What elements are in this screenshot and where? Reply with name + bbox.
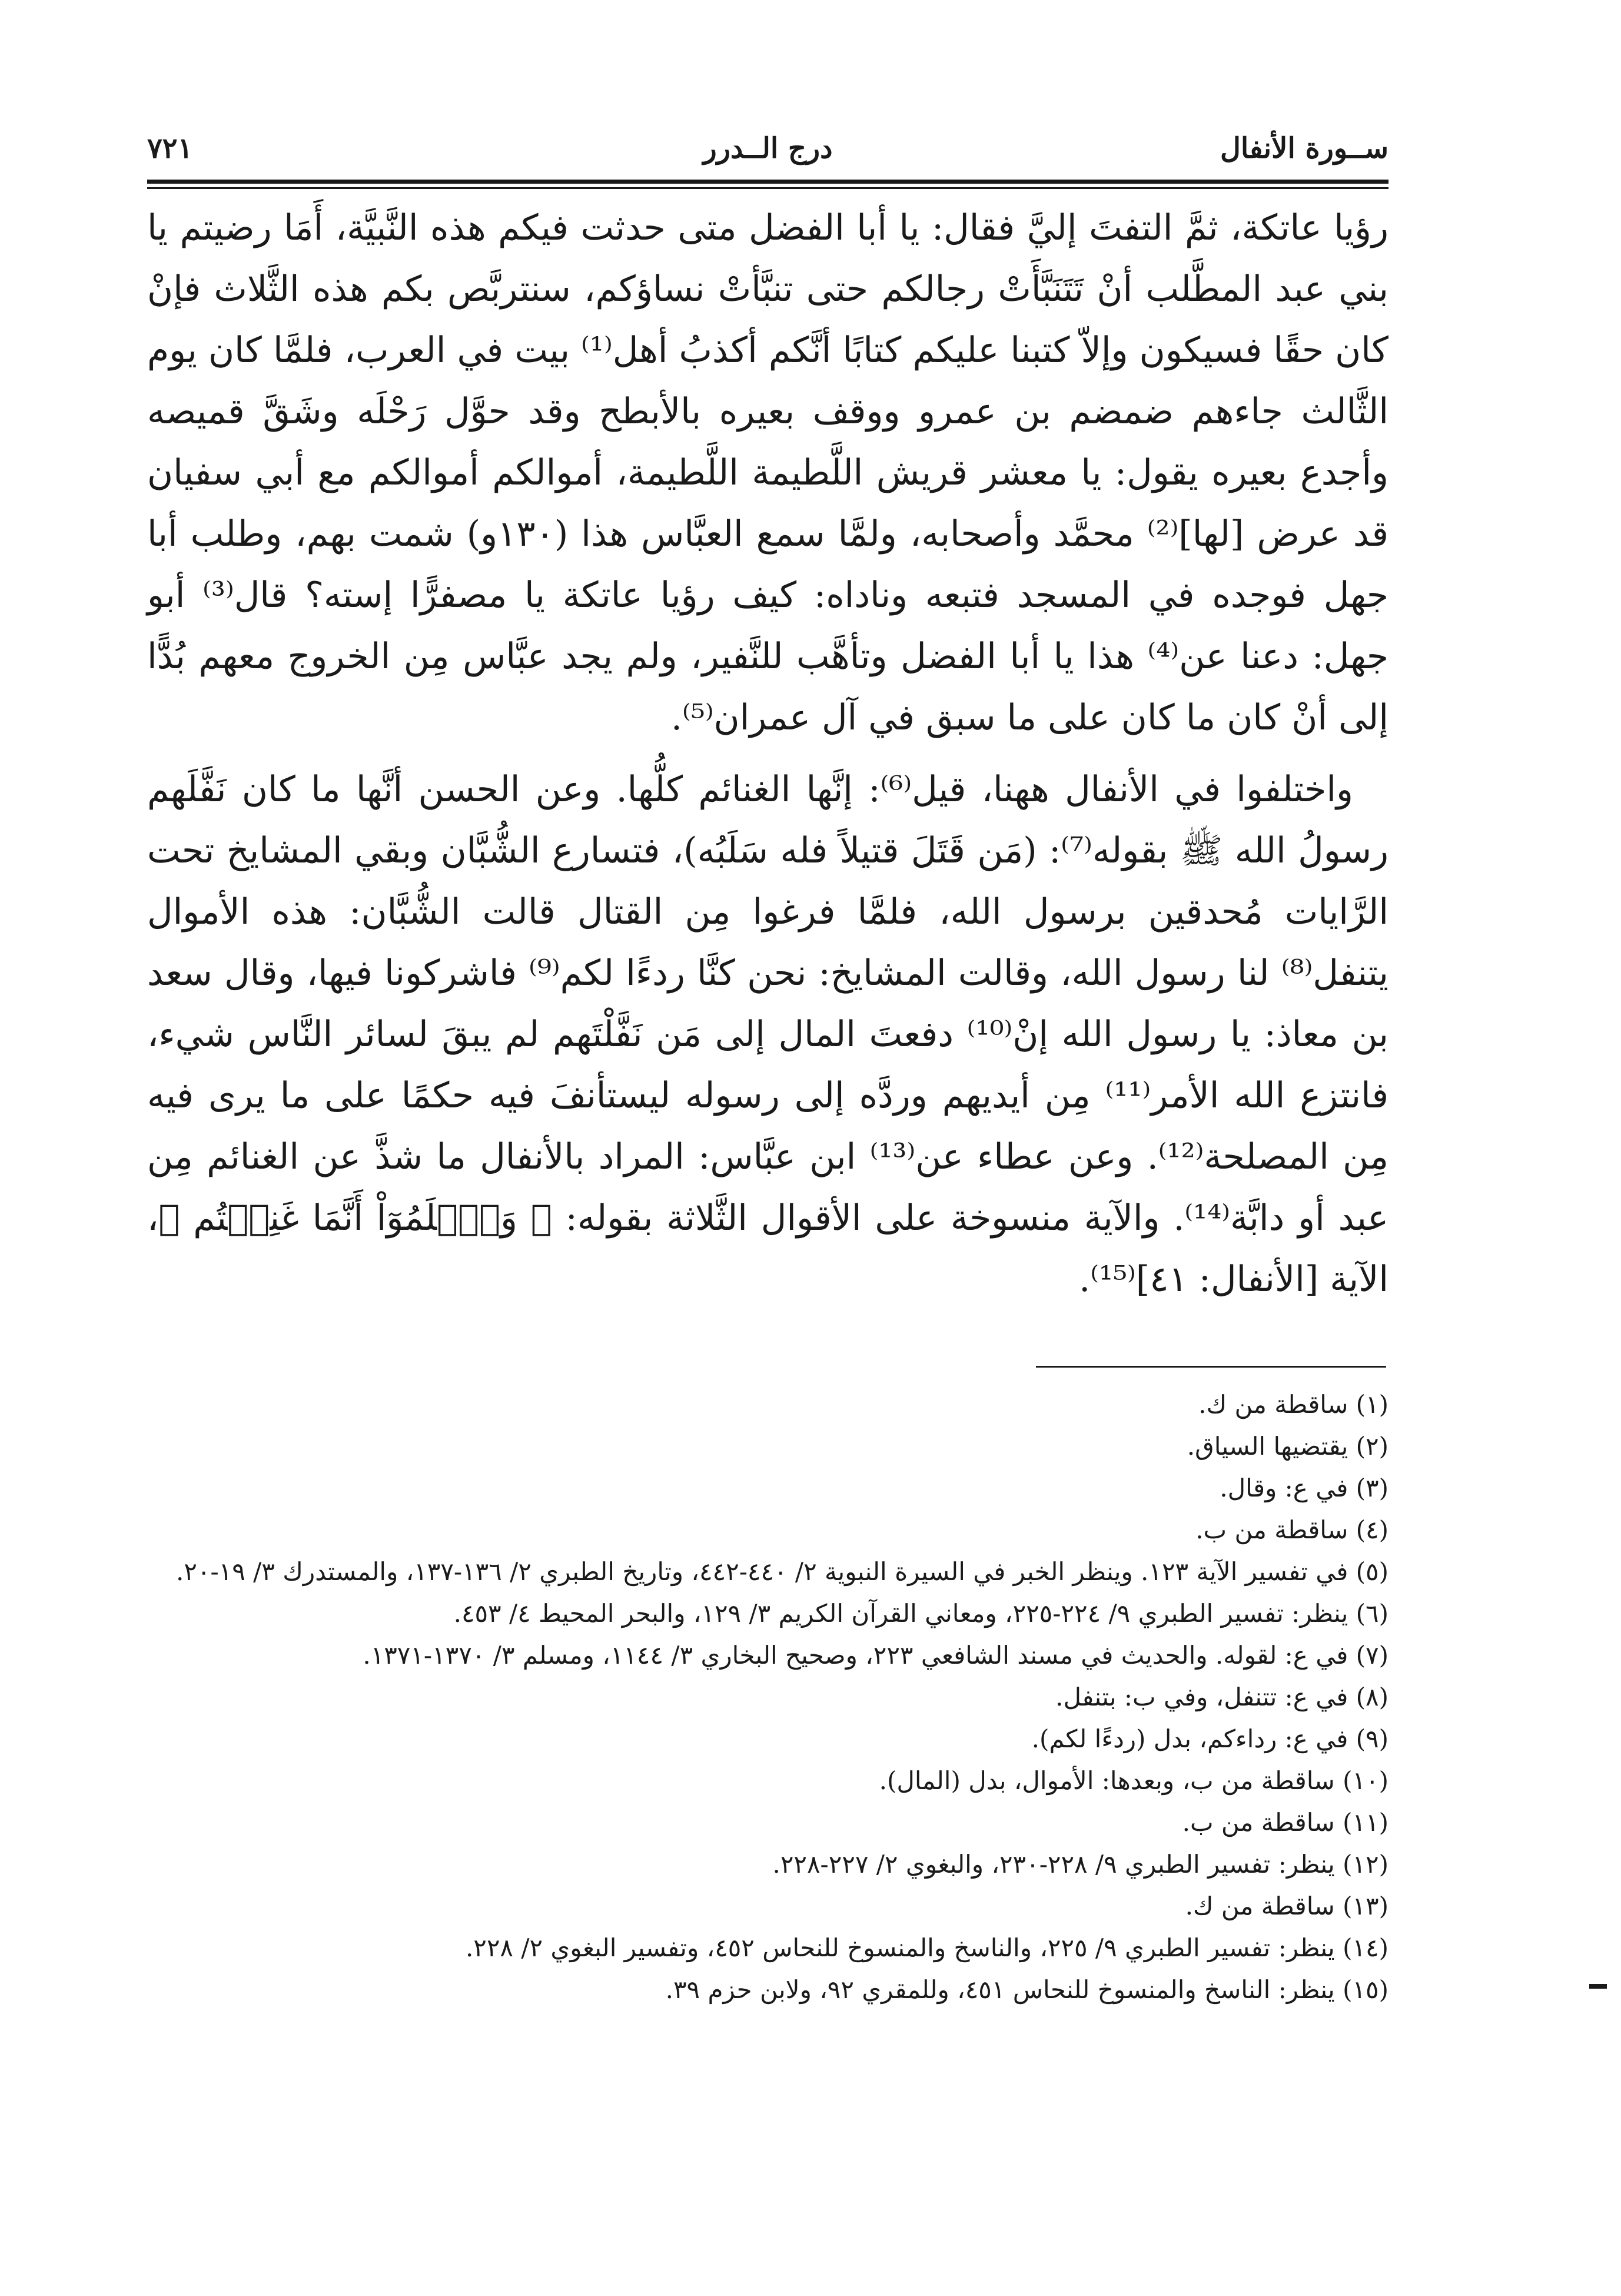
footnote: (١١) ساقطة من ب. [1182, 1808, 1389, 1837]
book-title: درج الــدرر [703, 132, 833, 165]
footnote: (٤) ساقطة من ب. [1195, 1515, 1389, 1544]
footnote: (١٠) ساقطة من ب، وبعدها: الأموال، بدل (المال). [879, 1766, 1389, 1795]
footnote: (٥) في تفسير الآية ١٢٣. وينظر الخبر في السيرة النبوية ٢/ ٤٤٠-٤٤٢، وتاريخ الطبري ٢/ ١٣٦-١٣٧، والمستدرك ٣/ ١٩-٢٠. [175, 1557, 1389, 1586]
running-header [147, 128, 1389, 181]
footnote: (٨) في ع: تتنفل، وفي ب: بتنفل. [1055, 1683, 1389, 1711]
footnote: (٦) ينظر: تفسير الطبري ٩/ ٢٢٤-٢٢٥، ومعاني القرآن الكريم ٣/ ١٢٩، والبحر المحيط ٤/ ٤٥٣. [453, 1599, 1389, 1628]
page-number: ٧٢١ [147, 132, 193, 165]
paragraph: رؤيا عاتكة، ثمَّ التفتَ إليَّ فقال: يا أبا الفضل متى حدثت فيكم هذه النَّبيَّة، أَمَا رضيتم يا بني عبد المطَّلب أنْ تَتَنَبَّأَتْ رجالكم حتى تنبَّأتْ نساؤكم، سنتربَّص بكم هذه الثَّلاث فإنْ كان حقًا فسيكون وإلاّ كتبنا عليكم كتابًا أنَّكم أكذبُ أهل⁽¹⁾ بيت في العرب، فلمَّا كان يوم الثَّالث جاءهم ضمضم بن عمرو ووقف بعيره بالأبطح وقد حوَّل رَحْلَه وشَقَّ قميصه وأجدع بعيره يقول: يا معشر قريش اللَّطيمة اللَّطيمة، أموالكم أموالكم مع أبي سفيان قد عرض [لها]⁽²⁾ محمَّد وأصحابه، ولمَّا سمع العبَّاس هذا (١٣٠و) شمت بهم، وطلب أبا جهل فوجده في المسجد فتبعه وناداه: كيف رؤيا عاتكة يا مصفرًّا إسته؟ قال⁽³⁾ أبو جهل: دعنا عن⁽⁴⁾ هذا يا أبا الفضل وتأهَّب للنَّفير، ولم يجد عبَّاس مِن الخروج معهم بُدًّا إلى أنْ كان ما كان على ما سبق في آل عمران⁽⁵⁾. [147, 207, 1389, 738]
footnote: (٩) في ع: رداءكم، بدل (ردءًا لكم). [1031, 1724, 1389, 1753]
surah-title: ســورة الأنفال [1220, 132, 1389, 165]
header-rule-thin [147, 187, 1389, 189]
footnote: (١) ساقطة من ك. [1198, 1390, 1389, 1419]
footnote: (٣) في ع: وقال. [1220, 1474, 1389, 1502]
footnote: (٢) يقتضيها السياق. [1187, 1432, 1389, 1461]
paragraph: واختلفوا في الأنفال ههنا، قيل⁽⁶⁾: إنَّها الغنائم كلُّها. وعن الحسن أنَّها ما كان نَفَّلَهم رسولُ الله ﷺ بقوله⁽⁷⁾: (مَن قَتَلَ قتيلاً فله سَلَبُه)، فتسارع الشُّبَّان وبقي المشايخ تحت الرَّايات مُحدقين برسول الله، فلمَّا فرغوا مِن القتال قالت الشُّبَّان: هذه الأموال يتنفل⁽⁸⁾ لنا رسول الله، وقالت المشايخ: نحن كنَّا ردءًا لكم⁽⁹⁾ فاشركونا فيها، وقال سعد بن معاذ: يا رسول الله إنْ⁽¹⁰⁾ دفعتَ المال إلى مَن نَفَّلْتَهم لم يبقَ لسائر النَّاس شيء، فانتزع الله الأمر⁽¹¹⁾ مِن أيديهم وردَّه إلى رسوله ليستأنفَ فيه حكمًا على ما يرى فيه مِن المصلحة⁽¹²⁾. وعن عطاء عن⁽¹³⁾ ابن عبَّاس: المراد بالأنفال ما شذَّ عن الغنائم مِن عبد أو دابَّة⁽¹⁴⁾. والآية منسوخة على الأقوال الثَّلاثة بقوله: ﴿ وَٱعۡلَمُوٓاْ أَنَّمَا غَنِمۡتُم ﴾، الآية [الأنفال: ٤١]⁽¹⁵⁾. [147, 769, 1389, 1300]
scan-margin-mark [1589, 1984, 1607, 1989]
footnote-separator [1036, 1366, 1386, 1368]
header-rule-thick [147, 180, 1389, 184]
footnote: (١٢) ينظر: تفسير الطبري ٩/ ٢٢٨-٢٣٠، والبغوي ٢/ ٢٢٧-٢٢٨. [772, 1850, 1389, 1879]
footnotes [147, 1383, 1389, 2010]
footnote: (١٤) ينظر: تفسير الطبري ٩/ ٢٢٥، والناسخ والمنسوخ للنحاس ٤٥٢، وتفسير البغوي ٢/ ٢٢٨. [465, 1933, 1389, 1962]
footnote: (١٥) ينظر: الناسخ والمنسوخ للنحاس ٤٥١، وللمقري ٩٢، ولابن حزم ٣٩. [665, 1975, 1389, 2004]
footnote: (٧) في ع: لقوله. والحديث في مسند الشافعي ٢٢٣، وصحيح البخاري ٣/ ١١٤٤، ومسلم ٣/ ١٣٧٠-١٣٧١. [363, 1641, 1389, 1670]
footnote: (١٣) ساقطة من ك. [1185, 1892, 1389, 1920]
main-text [147, 197, 1389, 1310]
